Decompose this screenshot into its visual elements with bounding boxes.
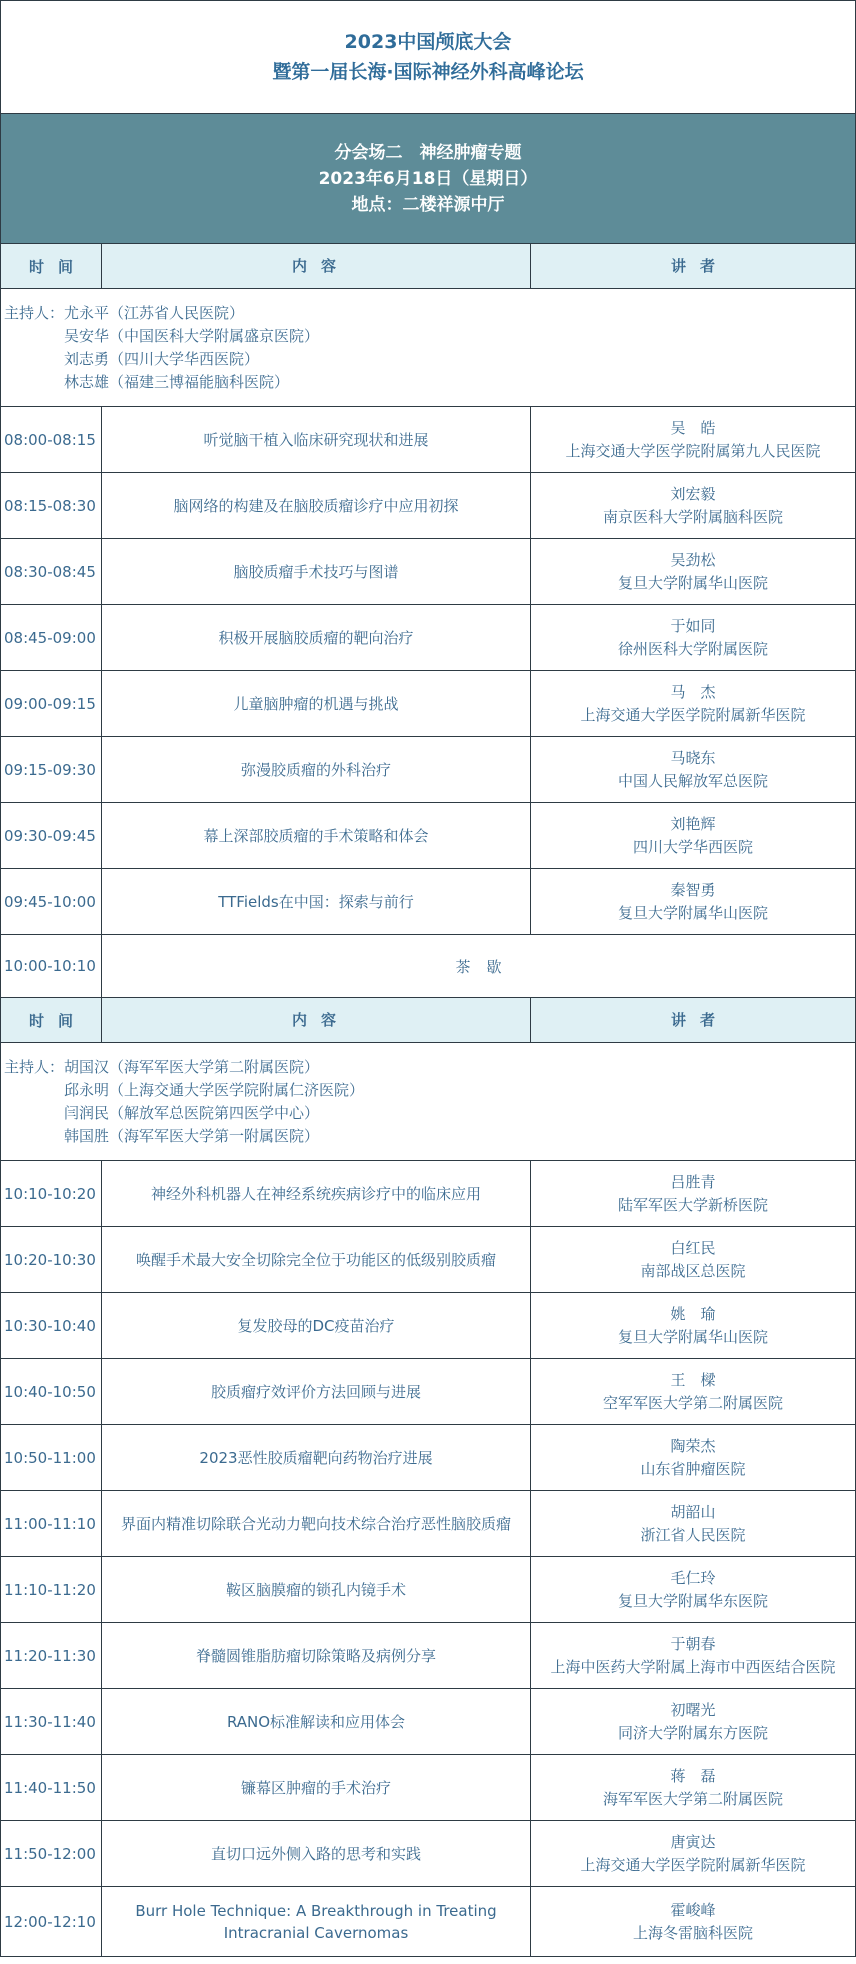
- speaker-name: 唐寅达: [670, 1832, 716, 1851]
- item-time: 09:00-09:15: [1, 671, 102, 736]
- table-row: [0, 605, 856, 671]
- speaker-name: 刘宏毅: [670, 484, 716, 503]
- item-speaker-cell: [531, 1161, 855, 1226]
- item-time: 08:00-08:15: [1, 407, 102, 472]
- table-row: [0, 671, 856, 737]
- table-row: [0, 1755, 856, 1821]
- item-speaker-cell: [531, 1821, 855, 1886]
- speaker-hospital: 南京医科大学附属脑科医院: [602, 507, 783, 526]
- speaker-name: 于如同: [670, 616, 716, 635]
- conference-title-box: [0, 0, 856, 113]
- agenda-table: [0, 244, 856, 1957]
- item-time: 10:30-10:40: [1, 1293, 102, 1358]
- item-time: 10:40-10:50: [1, 1359, 102, 1424]
- item-speaker-cell: [531, 1359, 855, 1424]
- item-topic: 儿童脑肿瘤的机遇与挑战: [102, 671, 531, 736]
- session-date: 2023年6月18日（星期日）: [318, 168, 538, 189]
- speaker-name: 胡韶山: [670, 1502, 716, 1521]
- speaker-hospital: 徐州医科大学附属医院: [617, 639, 768, 658]
- item-topic: 2023恶性胶质瘤靶向药物治疗进展: [102, 1425, 531, 1490]
- item-time: 09:30-09:45: [1, 803, 102, 868]
- chair-name: 胡国汉（海军军医大学第二附属医院）: [64, 1057, 320, 1076]
- speaker-hospital: 上海交通大学医学院附属新华医院: [580, 705, 806, 724]
- item-speaker-cell: [531, 1689, 855, 1754]
- table-row: [0, 1227, 856, 1293]
- speaker-hospital: 山东省肿瘤医院: [640, 1459, 746, 1478]
- speaker-hospital: 复旦大学附属华东医院: [617, 1591, 768, 1610]
- chairs-row: [0, 1043, 856, 1161]
- item-time: 09:45-10:00: [1, 869, 102, 934]
- item-topic: 复发胶母的DC疫苗治疗: [102, 1293, 531, 1358]
- item-topic: Burr Hole Technique: A Breakthrough in Treating Intracranial Cavernomas: [102, 1887, 531, 1956]
- item-speaker-cell: [531, 1623, 855, 1688]
- item-topic: 镰幕区肿瘤的手术治疗: [102, 1755, 531, 1820]
- table-row: [0, 1557, 856, 1623]
- chair-name: 闫润民（解放军总医院第四医学中心）: [64, 1103, 320, 1122]
- speaker-hospital: 上海交通大学医学院附属第九人民医院: [565, 441, 821, 460]
- item-speaker-cell: [531, 1491, 855, 1556]
- speaker-hospital: 复旦大学附属华山医院: [617, 1327, 768, 1346]
- chair-name: 刘志勇（四川大学华西医院）: [64, 349, 260, 368]
- table-header: [0, 244, 856, 289]
- item-speaker-cell: [531, 605, 855, 670]
- item-time: 08:15-08:30: [1, 473, 102, 538]
- item-topic: 界面内精准切除联合光动力靶向技术综合治疗恶性脑胶质瘤: [102, 1491, 531, 1556]
- session-banner: [0, 113, 856, 244]
- header-time: 时间: [1, 244, 102, 288]
- table-header: [0, 998, 856, 1043]
- table-row: [0, 1425, 856, 1491]
- speaker-name: 霍峻峰: [670, 1900, 716, 1919]
- item-speaker-cell: [531, 1425, 855, 1490]
- speaker-name: 马晓东: [670, 748, 716, 767]
- speaker-hospital: 中国人民解放军总医院: [617, 771, 768, 790]
- item-time: 08:30-08:45: [1, 539, 102, 604]
- item-topic: 弥漫胶质瘤的外科治疗: [102, 737, 531, 802]
- speaker-hospital: 南部战区总医院: [640, 1261, 746, 1280]
- speaker-name: 白红民: [670, 1238, 716, 1257]
- speaker-hospital: 上海交通大学医学院附属新华医院: [580, 1855, 806, 1874]
- item-topic: RANO标准解读和应用体会: [102, 1689, 531, 1754]
- session-name: 分会场二 神经肿瘤专题: [334, 142, 522, 163]
- speaker-name: 王 樑: [670, 1370, 716, 1389]
- table-row: [0, 869, 856, 935]
- item-time: 10:20-10:30: [1, 1227, 102, 1292]
- item-topic: 脑胶质瘤手术技巧与图谱: [102, 539, 531, 604]
- speaker-hospital: 同济大学附属东方医院: [617, 1723, 768, 1742]
- speaker-name: 刘艳辉: [670, 814, 716, 833]
- table-row: [0, 473, 856, 539]
- item-topic: 脊髓圆锥脂肪瘤切除策略及病例分享: [102, 1623, 531, 1688]
- speaker-name: 秦智勇: [670, 880, 716, 899]
- chairs-block: [1, 302, 319, 394]
- item-speaker-cell: [531, 869, 855, 934]
- item-topic: 积极开展脑胶质瘤的靶向治疗: [102, 605, 531, 670]
- item-time: 11:10-11:20: [1, 1557, 102, 1622]
- item-time: 09:15-09:30: [1, 737, 102, 802]
- item-speaker-cell: [531, 671, 855, 736]
- item-topic: 直切口远外侧入路的思考和实践: [102, 1821, 531, 1886]
- item-time: 08:45-09:00: [1, 605, 102, 670]
- chairs-row: [0, 289, 856, 407]
- speaker-hospital: 陆军军医大学新桥医院: [617, 1195, 768, 1214]
- item-speaker-cell: [531, 1557, 855, 1622]
- speaker-name: 蒋 磊: [670, 1766, 716, 1785]
- table-row: [0, 803, 856, 869]
- speaker-name: 吕胜青: [670, 1172, 716, 1191]
- item-speaker-cell: [531, 1755, 855, 1820]
- speaker-name: 于朝春: [670, 1634, 716, 1653]
- item-time: 10:50-11:00: [1, 1425, 102, 1490]
- table-row: [0, 1623, 856, 1689]
- item-speaker-cell: [531, 1227, 855, 1292]
- item-speaker-cell: [531, 1887, 855, 1956]
- chair-name: 韩国胜（海军军医大学第一附属医院）: [64, 1126, 320, 1145]
- session-location: 地点：二楼祥源中厅: [351, 194, 505, 215]
- chair-name: 尤永平（江苏省人民医院）: [64, 303, 245, 322]
- speaker-name: 姚 瑜: [670, 1304, 716, 1323]
- speaker-hospital: 浙江省人民医院: [640, 1525, 746, 1544]
- break-time: 10:00-10:10: [1, 935, 102, 997]
- item-topic: 脑网络的构建及在脑胶质瘤诊疗中应用初探: [102, 473, 531, 538]
- table-row: [0, 1821, 856, 1887]
- chair-label: 主持人：: [4, 303, 65, 322]
- break-row: [0, 935, 856, 998]
- speaker-hospital: 海军军医大学第二附属医院: [602, 1789, 783, 1808]
- chair-list: [64, 1056, 364, 1148]
- conference-subtitle: 暨第一届长海·国际神经外科高峰论坛: [272, 61, 584, 83]
- item-speaker-cell: [531, 803, 855, 868]
- table-row: [0, 1689, 856, 1755]
- item-time: 11:00-11:10: [1, 1491, 102, 1556]
- item-topic: 胶质瘤疗效评价方法回顾与进展: [102, 1359, 531, 1424]
- item-topic: 神经外科机器人在神经系统疾病诊疗中的临床应用: [102, 1161, 531, 1226]
- item-topic: 听觉脑干植入临床研究现状和进展: [102, 407, 531, 472]
- table-row: [0, 1491, 856, 1557]
- chair-name: 邱永明（上海交通大学医学院附属仁济医院）: [64, 1080, 365, 1099]
- conference-title: 2023中国颅底大会: [344, 31, 512, 53]
- item-speaker-cell: [531, 1293, 855, 1358]
- chair-list: [64, 302, 319, 394]
- item-topic: 幕上深部胶质瘤的手术策略和体会: [102, 803, 531, 868]
- item-topic: TTFields在中国：探索与前行: [102, 869, 531, 934]
- header-speaker: 讲者: [670, 256, 729, 275]
- chairs-block: [1, 1056, 364, 1148]
- table-row: [0, 539, 856, 605]
- header-content: 内容: [102, 244, 531, 288]
- item-speaker-cell: [531, 737, 855, 802]
- table-row: [0, 1887, 856, 1957]
- table-row: [0, 407, 856, 473]
- speaker-hospital: 上海中医药大学附属上海市中西医结合医院: [550, 1657, 836, 1676]
- item-time: 11:20-11:30: [1, 1623, 102, 1688]
- item-time: 11:50-12:00: [1, 1821, 102, 1886]
- speaker-name: 吴劲松: [670, 550, 716, 569]
- item-speaker-cell: [531, 407, 855, 472]
- header-speaker: 讲者: [670, 1010, 729, 1029]
- table-row: [0, 737, 856, 803]
- item-speaker-cell: [531, 539, 855, 604]
- header-time: 时间: [1, 998, 102, 1042]
- chair-name: 林志雄（福建三博福能脑科医院）: [64, 372, 290, 391]
- item-time: 12:00-12:10: [1, 1887, 102, 1956]
- table-row: [0, 1359, 856, 1425]
- item-topic: 唤醒手术最大安全切除完全位于功能区的低级别胶质瘤: [102, 1227, 531, 1292]
- item-time: 11:40-11:50: [1, 1755, 102, 1820]
- chair-label: 主持人：: [4, 1057, 65, 1076]
- table-row: [0, 1293, 856, 1359]
- speaker-name: 马 杰: [670, 682, 716, 701]
- break-label: 茶歇: [455, 957, 518, 976]
- speaker-name: 吴 皓: [670, 418, 716, 437]
- item-topic: 鞍区脑膜瘤的锁孔内镜手术: [102, 1557, 531, 1622]
- table-row: [0, 1161, 856, 1227]
- speaker-name: 初曙光: [670, 1700, 716, 1719]
- chair-name: 吴安华（中国医科大学附属盛京医院）: [64, 326, 320, 345]
- item-speaker-cell: [531, 473, 855, 538]
- item-time: 11:30-11:40: [1, 1689, 102, 1754]
- speaker-hospital: 上海冬雷脑科医院: [632, 1923, 753, 1942]
- speaker-hospital: 复旦大学附属华山医院: [617, 903, 768, 922]
- speaker-name: 毛仁玲: [670, 1568, 716, 1587]
- speaker-name: 陶荣杰: [670, 1436, 716, 1455]
- header-content: 内容: [102, 998, 531, 1042]
- speaker-hospital: 复旦大学附属华山医院: [617, 573, 768, 592]
- item-time: 10:10-10:20: [1, 1161, 102, 1226]
- speaker-hospital: 空军军医大学第二附属医院: [602, 1393, 783, 1412]
- speaker-hospital: 四川大学华西医院: [632, 837, 753, 856]
